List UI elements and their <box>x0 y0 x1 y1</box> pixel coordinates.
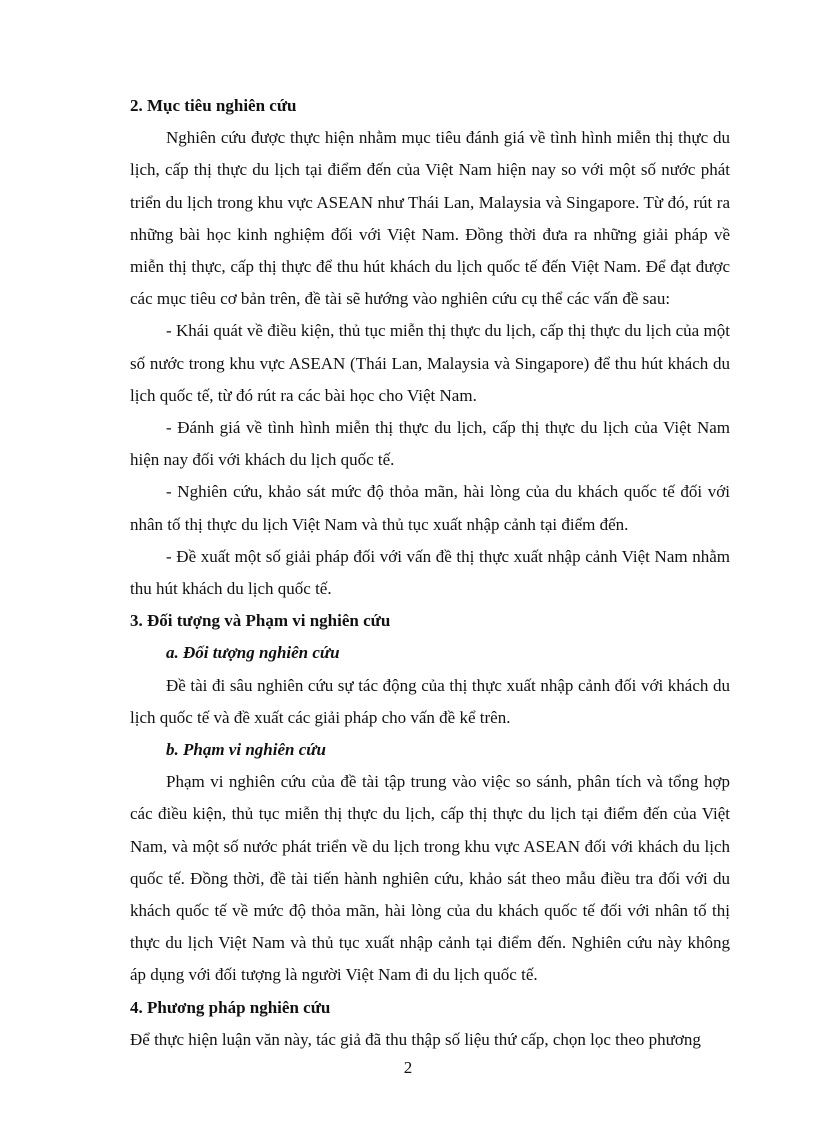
section-3-heading: 3. Đối tượng và Phạm vi nghiên cứu <box>130 611 391 631</box>
section-3b-text: Phạm vi nghiên cứu của đề tài tập trung vào việc so sánh, phân tích và tổng hợp các điều kiện, thủ tục miễn thị thực du lịch, cấp thị thực du lịch tại điểm đến của Việt Nam, và một số nước phát triển về du lịch trong khu vực ASEAN đối với khách du lịch quốc tế. Đồng thời, đề tài tiến hành nghiên cứu, khảo sát theo mẫu điều tra đối với du khách quốc tế về mức độ thỏa mãn, hài lòng của du khách quốc tế đối với nhân tố thị thực du lịch Việt Nam và thủ tục xuất nhập cảnh tại điểm đến. Nghiên cứu này không áp dụng với đối tượng là người Việt Nam đi du lịch quốc tế. <box>130 772 730 985</box>
section-2-bullet-3: - Nghiên cứu, khảo sát mức độ thỏa mãn, hài lòng của du khách quốc tế đối với nhân tố thị thực du lịch Việt Nam và thủ tục xuất nhập cảnh tại điểm đến. <box>130 482 730 534</box>
section-2-bullet-4: - Đề xuất một số giải pháp đối với vấn đề thị thực xuất nhập cảnh Việt Nam nhằm thu hút khách du lịch quốc tế. <box>130 546 730 599</box>
section-2-bullet-2: - Đánh giá về tình hình miễn thị thực du lịch, cấp thị thực du lịch của Việt Nam hiện nay đối với khách du lịch quốc tế. <box>130 418 730 470</box>
section-4-text: Để thực hiện luận văn này, tác giả đã thu thập số liệu thứ cấp, chọn lọc theo phương <box>130 1029 701 1049</box>
section-3a-heading: a. Đối tượng nghiên cứu <box>166 643 340 663</box>
page-number: 2 <box>403 1058 413 1077</box>
section-3b-heading: b. Phạm vi nghiên cứu <box>166 740 326 760</box>
document-page <box>130 90 730 1056</box>
section-4-heading: 4. Phương pháp nghiên cứu <box>130 997 331 1017</box>
section-2-intro: Nghiên cứu được thực hiện nhằm mục tiêu đánh giá về tình hình miễn thị thực du lịch, cấp thị thực du lịch tại điểm đến của Việt Nam hiện nay so với một số nước phát triển du lịch trong khu vực ASEAN như Thái Lan, Malaysia và Singapore. Từ đó, rút ra những bài học kinh nghiệm đối với Việt Nam. Đồng thời đưa ra những giải pháp về miễn thị thực, cấp thị thực để thu hút khách du lịch quốc tế đến Việt Nam. Để đạt được các mục tiêu cơ bản trên, đề tài sẽ hướng vào nghiên cứu cụ thể các vấn đề sau: <box>130 128 730 309</box>
section-2-bullet-1: - Khái quát về điều kiện, thủ tục miễn thị thực du lịch, cấp thị thực du lịch của một số nước trong khu vực ASEAN (Thái Lan, Malaysia và Singapore) để thu hút khách du lịch quốc tế, từ đó rút ra các bài học cho Việt Nam. <box>130 321 730 405</box>
section-2-heading: 2. Mục tiêu nghiên cứu <box>130 96 297 115</box>
section-3a-text: Đề tài đi sâu nghiên cứu sự tác động của thị thực xuất nhập cảnh đối với khách du lịch quốc tế và đề xuất các giải pháp cho vấn đề kể trên. <box>130 675 730 727</box>
